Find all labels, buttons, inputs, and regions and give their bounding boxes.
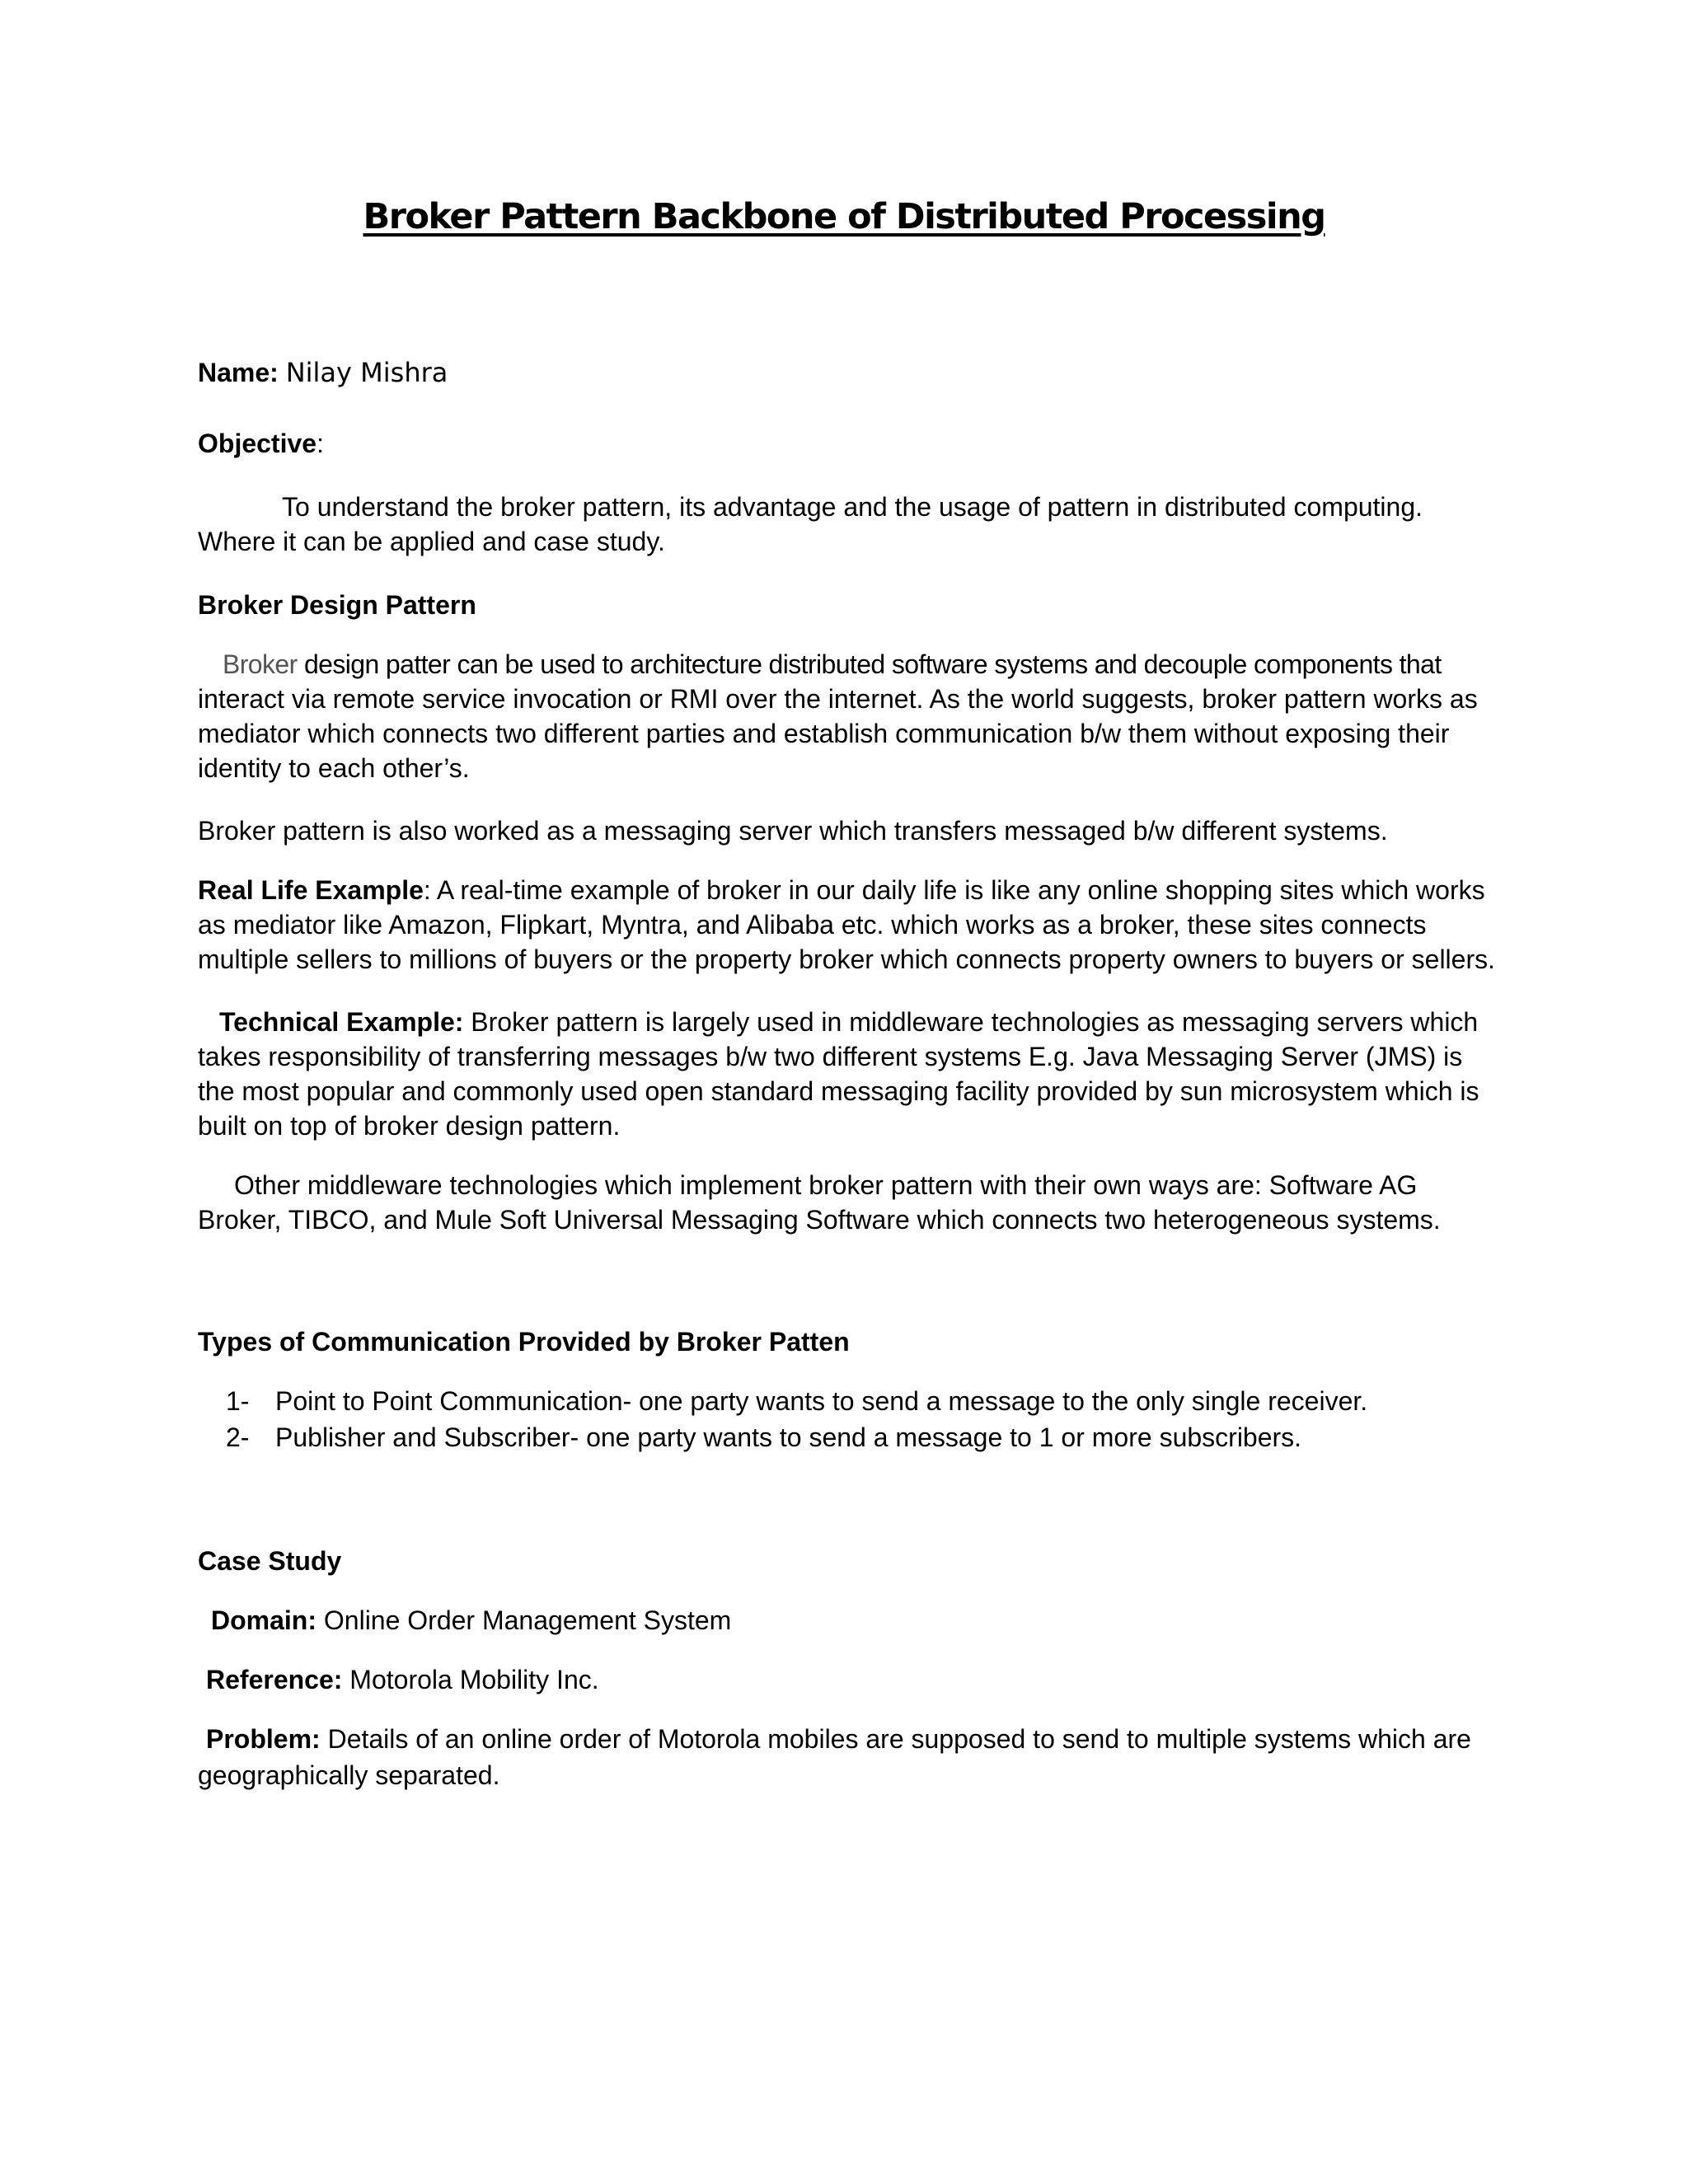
technical-line-1: [198, 1005, 1571, 1038]
real-life-line-2: as mediator like Amazon, Flipkart, Myntra, and Alibaba etc. which works as a broker, these sites connects: [198, 910, 1427, 940]
problem-label: Problem:: [206, 1724, 321, 1754]
technical-line-3: the most popular and commonly used open standard messaging facility provided by sun microsystem which is: [198, 1076, 1479, 1106]
broker-design-line-1-rest: design patter can be used to architecture distributed software systems and decouple components that: [297, 649, 1442, 679]
real-life-line-3: multiple sellers to millions of buyers or the property broker which connects property owners to buyers or sellers.: [198, 944, 1495, 974]
case-study-problem-line-1: [198, 1722, 1558, 1755]
case-study-heading: Case Study: [198, 1546, 342, 1576]
real-life-line-1: [198, 874, 1550, 907]
name-label: Name:: [198, 358, 279, 387]
broker-design-heading: Broker Design Pattern: [198, 590, 476, 620]
case-study-problem-line-2: geographically separated.: [198, 1760, 500, 1790]
list-item-text: Point to Point Communication- one party wants to send a message to the only single receiver.: [275, 1386, 1368, 1416]
types-list-item: [198, 1385, 1578, 1418]
reference-value: Motorola Mobility Inc.: [349, 1665, 599, 1694]
technical-label: Technical Example:: [219, 1007, 464, 1037]
broker-design-line-4: identity to each other’s.: [198, 753, 470, 783]
objective-line-1: To understand the broker pattern, its advantage and the usage of pattern in distributed computing.: [282, 492, 1423, 522]
other-middleware-line-2: Broker, TIBCO, and Mule Soft Universal Messaging Software which connects two heterogeneous systems.: [198, 1205, 1441, 1235]
real-life-label: Real Life Example: [198, 875, 424, 905]
objective-line-2: Where it can be applied and case study.: [198, 527, 665, 556]
technical-line-4: built on top of broker design pattern.: [198, 1111, 621, 1141]
types-list-item: [198, 1421, 1578, 1454]
objective-colon: :: [316, 429, 324, 458]
other-middleware-line-1: Other middleware technologies which implement broker pattern with their own ways are: Software AG: [234, 1170, 1418, 1200]
real-life-line-1-rest: : A real-time example of broker in our daily life is like any online shopping sites which works: [423, 875, 1485, 905]
problem-line-1-rest: Details of an online order of Motorola mobiles are supposed to send to multiple systems which are: [320, 1724, 1471, 1754]
document-title: Broker Pattern Backbone of Distributed Processing: [363, 196, 1325, 237]
case-study-domain: [198, 1604, 1563, 1637]
name-value: Nilay Mishra: [285, 357, 448, 388]
list-item-number: 2-: [226, 1422, 250, 1452]
domain-label: Domain:: [211, 1605, 316, 1635]
list-item-text: Publisher and Subscriber- one party wants to send a message to 1 or more subscribers.: [275, 1422, 1302, 1452]
objective-heading: Objective: [198, 429, 317, 458]
broker-first-word: Broker: [223, 649, 298, 679]
reference-label: Reference:: [206, 1665, 343, 1694]
domain-value: Online Order Management System: [323, 1605, 732, 1635]
objective-heading-line: [198, 427, 1550, 460]
name-line: [198, 356, 1550, 389]
messaging-paragraph: Broker pattern is also worked as a messaging server which transfers messaged b/w different systems.: [198, 816, 1388, 846]
technical-line-1-rest: Broker pattern is largely used in middleware technologies as messaging servers which: [463, 1007, 1479, 1037]
broker-design-line-2: interact via remote service invocation or RMI over the internet. As the world suggests, broker pattern works as: [198, 684, 1478, 714]
broker-design-line-3: mediator which connects two different parties and establish communication b/w them without exposing their: [198, 719, 1450, 748]
technical-line-2: takes responsibility of transferring messages b/w two different systems E.g. Java Messaging Server (JMS) is: [198, 1042, 1463, 1071]
broker-design-line-1: [198, 648, 1574, 681]
case-study-reference: [198, 1663, 1558, 1696]
types-heading: Types of Communication Provided by Broker Patten: [198, 1327, 850, 1357]
list-item-number: 1-: [226, 1386, 250, 1416]
